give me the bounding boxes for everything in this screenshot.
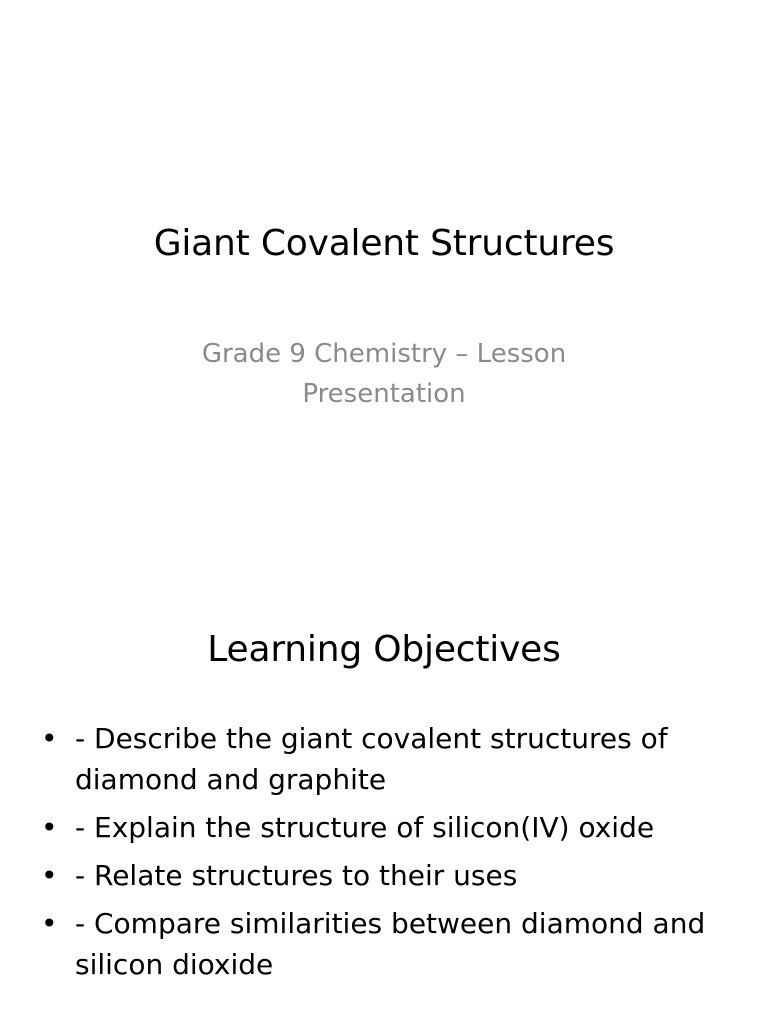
bullet-item <box>0 718 768 800</box>
bullet-item <box>0 903 768 985</box>
bullet-text: - Explain the structure of silicon(IV) oxide <box>75 811 655 844</box>
objectives-slide <box>0 576 768 1024</box>
slide-title: Giant Covalent Structures <box>153 223 615 264</box>
slide-title: Learning Objectives <box>207 629 561 670</box>
bullet-text: - Compare similarities between diamond and silicon dioxide <box>75 907 706 981</box>
bullet-icon: • <box>41 907 58 940</box>
bullet-text: - Describe the giant covalent structures of diamond and graphite <box>75 722 668 796</box>
slide-subtitle: Grade 9 Chemistry – Lesson Presentation <box>201 339 567 409</box>
bullet-icon: • <box>41 722 58 755</box>
bullet-text: - Relate structures to their uses <box>75 859 518 892</box>
bullet-icon: • <box>41 811 58 844</box>
bullet-icon: • <box>41 859 58 892</box>
bullet-list <box>0 718 768 992</box>
bullet-item <box>0 807 768 848</box>
bullet-item <box>0 855 768 896</box>
